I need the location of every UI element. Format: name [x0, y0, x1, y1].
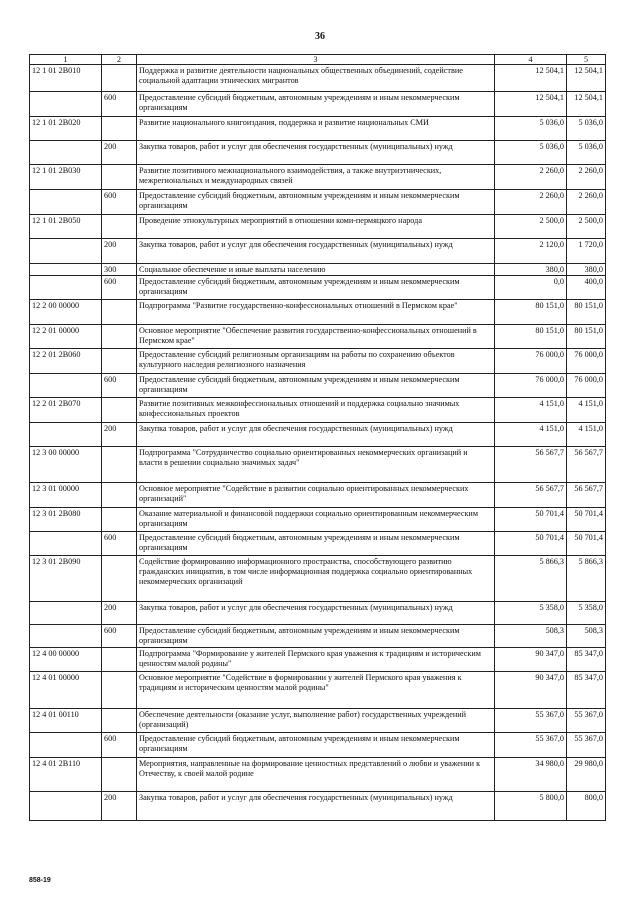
- amount-year-2-cell: 76 000,0: [567, 349, 606, 374]
- expense-type-cell: [102, 447, 137, 483]
- amount-year-2-cell: 55 367,0: [567, 733, 606, 758]
- item-name-cell: Подпрограмма "Развитие государственно-конфессиональных отношений в Пермском крае": [137, 300, 495, 325]
- expense-type-cell: [102, 556, 137, 602]
- amount-year-1-cell: 50 701,4: [495, 532, 567, 556]
- item-name-cell: Предоставление субсидий бюджетным, автономным учреждениям и иным некоммерческим организациям: [137, 276, 495, 300]
- header-col-4: 4: [495, 55, 567, 65]
- item-name-cell: Проведение этнокультурных мероприятий в отношении коми-пермяцкого народа: [137, 215, 495, 239]
- table-row: [30, 92, 606, 117]
- amount-year-2-cell: 85 347,0: [567, 648, 606, 672]
- amount-year-2-cell: 2 260,0: [567, 190, 606, 215]
- item-name-cell: Развитие позитивного межнационального взаимодействия, а также внутриэтнических, межрегиональных и международных связей: [137, 165, 495, 190]
- target-code-cell: [30, 264, 102, 276]
- header-col-3: 3: [137, 55, 495, 65]
- target-code-cell: [30, 602, 102, 625]
- target-code-cell: 12 3 01 00000: [30, 483, 102, 508]
- expense-type-cell: 600: [102, 276, 137, 300]
- table-row: [30, 648, 606, 672]
- table-row: [30, 349, 606, 374]
- item-name-cell: Предоставление субсидий религиозным организациям на работы по сохранению объектов культурного наследия религиозного назначения: [137, 349, 495, 374]
- target-code-cell: [30, 625, 102, 648]
- amount-year-1-cell: 5 036,0: [495, 141, 567, 165]
- amount-year-1-cell: 76 000,0: [495, 349, 567, 374]
- amount-year-2-cell: 1 720,0: [567, 239, 606, 264]
- target-code-cell: 12 1 01 2B050: [30, 215, 102, 239]
- target-code-cell: [30, 92, 102, 117]
- amount-year-1-cell: 2 120,0: [495, 239, 567, 264]
- expense-type-cell: [102, 300, 137, 325]
- target-code-cell: [30, 190, 102, 215]
- expense-type-cell: 600: [102, 374, 137, 398]
- expense-type-cell: [102, 398, 137, 423]
- expense-type-cell: [102, 65, 137, 92]
- item-name-cell: Закупка товаров, работ и услуг для обеспечения государственных (муниципальных) нужд: [137, 239, 495, 264]
- amount-year-2-cell: 4 151,0: [567, 423, 606, 447]
- expense-type-cell: [102, 117, 137, 141]
- amount-year-1-cell: 56 567,7: [495, 483, 567, 508]
- table-row: [30, 141, 606, 165]
- amount-year-1-cell: 50 701,4: [495, 508, 567, 532]
- amount-year-2-cell: 2 260,0: [567, 165, 606, 190]
- target-code-cell: [30, 423, 102, 447]
- amount-year-2-cell: 5 866,3: [567, 556, 606, 602]
- table-row: [30, 602, 606, 625]
- amount-year-1-cell: 508,3: [495, 625, 567, 648]
- target-code-cell: 12 1 01 2B020: [30, 117, 102, 141]
- item-name-cell: Подпрограмма "Формирование у жителей Пермского края уважения к традициям и историческим ценностям малой родины": [137, 648, 495, 672]
- expense-type-cell: [102, 648, 137, 672]
- table-row: [30, 239, 606, 264]
- target-code-cell: 12 1 01 2B030: [30, 165, 102, 190]
- target-code-cell: [30, 733, 102, 758]
- header-col-1: 1: [30, 55, 102, 65]
- table-row: [30, 709, 606, 733]
- table-row: [30, 625, 606, 648]
- table-row: [30, 532, 606, 556]
- item-name-cell: Закупка товаров, работ и услуг для обеспечения государственных (муниципальных) нужд: [137, 423, 495, 447]
- table-row: [30, 325, 606, 349]
- target-code-cell: 12 4 00 00000: [30, 648, 102, 672]
- amount-year-2-cell: 50 701,4: [567, 508, 606, 532]
- expense-type-cell: [102, 483, 137, 508]
- expense-type-cell: 200: [102, 423, 137, 447]
- table-row: [30, 215, 606, 239]
- amount-year-2-cell: 4 151,0: [567, 398, 606, 423]
- amount-year-2-cell: 12 504,1: [567, 65, 606, 92]
- amount-year-2-cell: 76 000,0: [567, 374, 606, 398]
- expense-type-cell: 600: [102, 625, 137, 648]
- expense-type-cell: 600: [102, 190, 137, 215]
- table-row: [30, 733, 606, 758]
- amount-year-1-cell: 56 567,7: [495, 447, 567, 483]
- item-name-cell: Предоставление субсидий бюджетным, автономным учреждениям и иным некоммерческим организациям: [137, 532, 495, 556]
- amount-year-2-cell: 380,0: [567, 264, 606, 276]
- amount-year-2-cell: 80 151,0: [567, 325, 606, 349]
- amount-year-2-cell: 50 701,4: [567, 532, 606, 556]
- table-row: [30, 165, 606, 190]
- target-code-cell: [30, 276, 102, 300]
- amount-year-1-cell: 90 347,0: [495, 648, 567, 672]
- target-code-cell: 12 2 01 2B070: [30, 398, 102, 423]
- amount-year-1-cell: 80 151,0: [495, 325, 567, 349]
- target-code-cell: 12 2 00 00000: [30, 300, 102, 325]
- item-name-cell: Закупка товаров, работ и услуг для обеспечения государственных (муниципальных) нужд: [137, 792, 495, 821]
- item-name-cell: Оказание материальной и финансовой поддержки социально ориентированным некоммерческим организациям: [137, 508, 495, 532]
- target-code-cell: 12 2 01 2B060: [30, 349, 102, 374]
- target-code-cell: [30, 141, 102, 165]
- amount-year-1-cell: 76 000,0: [495, 374, 567, 398]
- item-name-cell: Обеспечение деятельности (оказание услуг, выполнение работ) государственных учреждений (организаций): [137, 709, 495, 733]
- table-row: [30, 190, 606, 215]
- document-code: 858-19: [29, 877, 51, 884]
- amount-year-1-cell: 2 260,0: [495, 165, 567, 190]
- item-name-cell: Социальное обеспечение и иные выплаты населению: [137, 264, 495, 276]
- item-name-cell: Развитие позитивных межконфессиональных отношений и поддержка социально значимых конфессиональных проектов: [137, 398, 495, 423]
- item-name-cell: Закупка товаров, работ и услуг для обеспечения государственных (муниципальных) нужд: [137, 602, 495, 625]
- amount-year-1-cell: 4 151,0: [495, 423, 567, 447]
- table-row: [30, 65, 606, 92]
- amount-year-1-cell: 2 260,0: [495, 190, 567, 215]
- target-code-cell: 12 4 01 00000: [30, 672, 102, 709]
- item-name-cell: Закупка товаров, работ и услуг для обеспечения государственных (муниципальных) нужд: [137, 141, 495, 165]
- amount-year-1-cell: 90 347,0: [495, 672, 567, 709]
- target-code-cell: 12 3 00 00000: [30, 447, 102, 483]
- item-name-cell: Предоставление субсидий бюджетным, автономным учреждениям и иным некоммерческим организациям: [137, 92, 495, 117]
- amount-year-1-cell: 12 504,1: [495, 92, 567, 117]
- target-code-cell: 12 2 01 00000: [30, 325, 102, 349]
- table-row: [30, 423, 606, 447]
- item-name-cell: Подпрограмма "Сотрудничество социально ориентированных некоммерческих организаций и власти в решении социально значимых задач": [137, 447, 495, 483]
- item-name-cell: Основное мероприятие "Обеспечение развития государственно-конфессиональных отношений в Пермском крае": [137, 325, 495, 349]
- table-row: [30, 758, 606, 792]
- amount-year-1-cell: 80 151,0: [495, 300, 567, 325]
- amount-year-1-cell: 55 367,0: [495, 709, 567, 733]
- table-row: [30, 374, 606, 398]
- expense-type-cell: 600: [102, 532, 137, 556]
- table-row: [30, 398, 606, 423]
- expense-type-cell: [102, 672, 137, 709]
- expense-type-cell: [102, 709, 137, 733]
- item-name-cell: Предоставление субсидий бюджетным, автономным учреждениям и иным некоммерческим организациям: [137, 733, 495, 758]
- header-col-5: 5: [567, 55, 606, 65]
- table-row: [30, 276, 606, 300]
- table-row: [30, 556, 606, 602]
- expense-type-cell: 200: [102, 239, 137, 264]
- budget-table: [29, 54, 606, 821]
- table-row: [30, 264, 606, 276]
- item-name-cell: Основное мероприятие "Содействие в развитии социально ориентированных некоммерческих организаций": [137, 483, 495, 508]
- amount-year-2-cell: 5 036,0: [567, 117, 606, 141]
- amount-year-2-cell: 5 036,0: [567, 141, 606, 165]
- header-col-2: 2: [102, 55, 137, 65]
- target-code-cell: 12 4 01 00110: [30, 709, 102, 733]
- amount-year-1-cell: 5 358,0: [495, 602, 567, 625]
- expense-type-cell: 300: [102, 264, 137, 276]
- expense-type-cell: 600: [102, 92, 137, 117]
- amount-year-2-cell: 800,0: [567, 792, 606, 821]
- amount-year-2-cell: 56 567,7: [567, 447, 606, 483]
- item-name-cell: Поддержка и развитие деятельности национальных общественных объединений, содействие социальной адаптации этнических мигрантов: [137, 65, 495, 92]
- target-code-cell: [30, 532, 102, 556]
- item-name-cell: Предоставление субсидий бюджетным, автономным учреждениям и иным некоммерческим организациям: [137, 190, 495, 215]
- amount-year-1-cell: 2 500,0: [495, 215, 567, 239]
- target-code-cell: 12 4 01 2B110: [30, 758, 102, 792]
- expense-type-cell: 200: [102, 602, 137, 625]
- item-name-cell: Предоставление субсидий бюджетным, автономным учреждениям и иным некоммерческим организациям: [137, 374, 495, 398]
- expense-type-cell: [102, 325, 137, 349]
- target-code-cell: [30, 374, 102, 398]
- amount-year-2-cell: 80 151,0: [567, 300, 606, 325]
- target-code-cell: 12 1 01 2B010: [30, 65, 102, 92]
- header-row: [30, 55, 606, 65]
- expense-type-cell: [102, 758, 137, 792]
- amount-year-2-cell: 5 358,0: [567, 602, 606, 625]
- expense-type-cell: 200: [102, 141, 137, 165]
- target-code-cell: 12 3 01 2B080: [30, 508, 102, 532]
- item-name-cell: Предоставление субсидий бюджетным, автономным учреждениям и иным некоммерческим организациям: [137, 625, 495, 648]
- amount-year-1-cell: 4 151,0: [495, 398, 567, 423]
- expense-type-cell: 200: [102, 792, 137, 821]
- expense-type-cell: [102, 508, 137, 532]
- amount-year-2-cell: 29 980,0: [567, 758, 606, 792]
- page-number: 36: [315, 31, 325, 42]
- expense-type-cell: [102, 215, 137, 239]
- amount-year-2-cell: 2 500,0: [567, 215, 606, 239]
- table-row: [30, 483, 606, 508]
- target-code-cell: [30, 239, 102, 264]
- amount-year-1-cell: 5 800,0: [495, 792, 567, 821]
- table-row: [30, 117, 606, 141]
- item-name-cell: Мероприятия, направленные на формирование ценностных представлений о любви и уважении к Отечеству, к своей малой родине: [137, 758, 495, 792]
- expense-type-cell: [102, 165, 137, 190]
- expense-type-cell: 600: [102, 733, 137, 758]
- table-row: [30, 447, 606, 483]
- amount-year-1-cell: 5 036,0: [495, 117, 567, 141]
- item-name-cell: Основное мероприятие "Содействие в формировании у жителей Пермского края уважения к традициям и историческим ценностям малой родины": [137, 672, 495, 709]
- table-row: [30, 508, 606, 532]
- expense-type-cell: [102, 349, 137, 374]
- amount-year-1-cell: 55 367,0: [495, 733, 567, 758]
- amount-year-2-cell: 508,3: [567, 625, 606, 648]
- amount-year-1-cell: 12 504,1: [495, 65, 567, 92]
- amount-year-1-cell: 5 866,3: [495, 556, 567, 602]
- table-row: [30, 300, 606, 325]
- table-row: [30, 672, 606, 709]
- item-name-cell: Содействие формированию информационного пространства, способствующего развитию гражданских инициатив, в том числе информационная поддержка социально ориентированных некоммерческих организаций: [137, 556, 495, 602]
- amount-year-2-cell: 56 567,7: [567, 483, 606, 508]
- target-code-cell: 12 3 01 2B090: [30, 556, 102, 602]
- amount-year-2-cell: 55 367,0: [567, 709, 606, 733]
- amount-year-2-cell: 12 504,1: [567, 92, 606, 117]
- amount-year-1-cell: 34 980,0: [495, 758, 567, 792]
- amount-year-2-cell: 400,0: [567, 276, 606, 300]
- table-row: [30, 792, 606, 821]
- target-code-cell: [30, 792, 102, 821]
- amount-year-1-cell: 0,0: [495, 276, 567, 300]
- item-name-cell: Развитие национального книгоиздания, поддержка и развитие национальных СМИ: [137, 117, 495, 141]
- amount-year-2-cell: 85 347,0: [567, 672, 606, 709]
- amount-year-1-cell: 380,0: [495, 264, 567, 276]
